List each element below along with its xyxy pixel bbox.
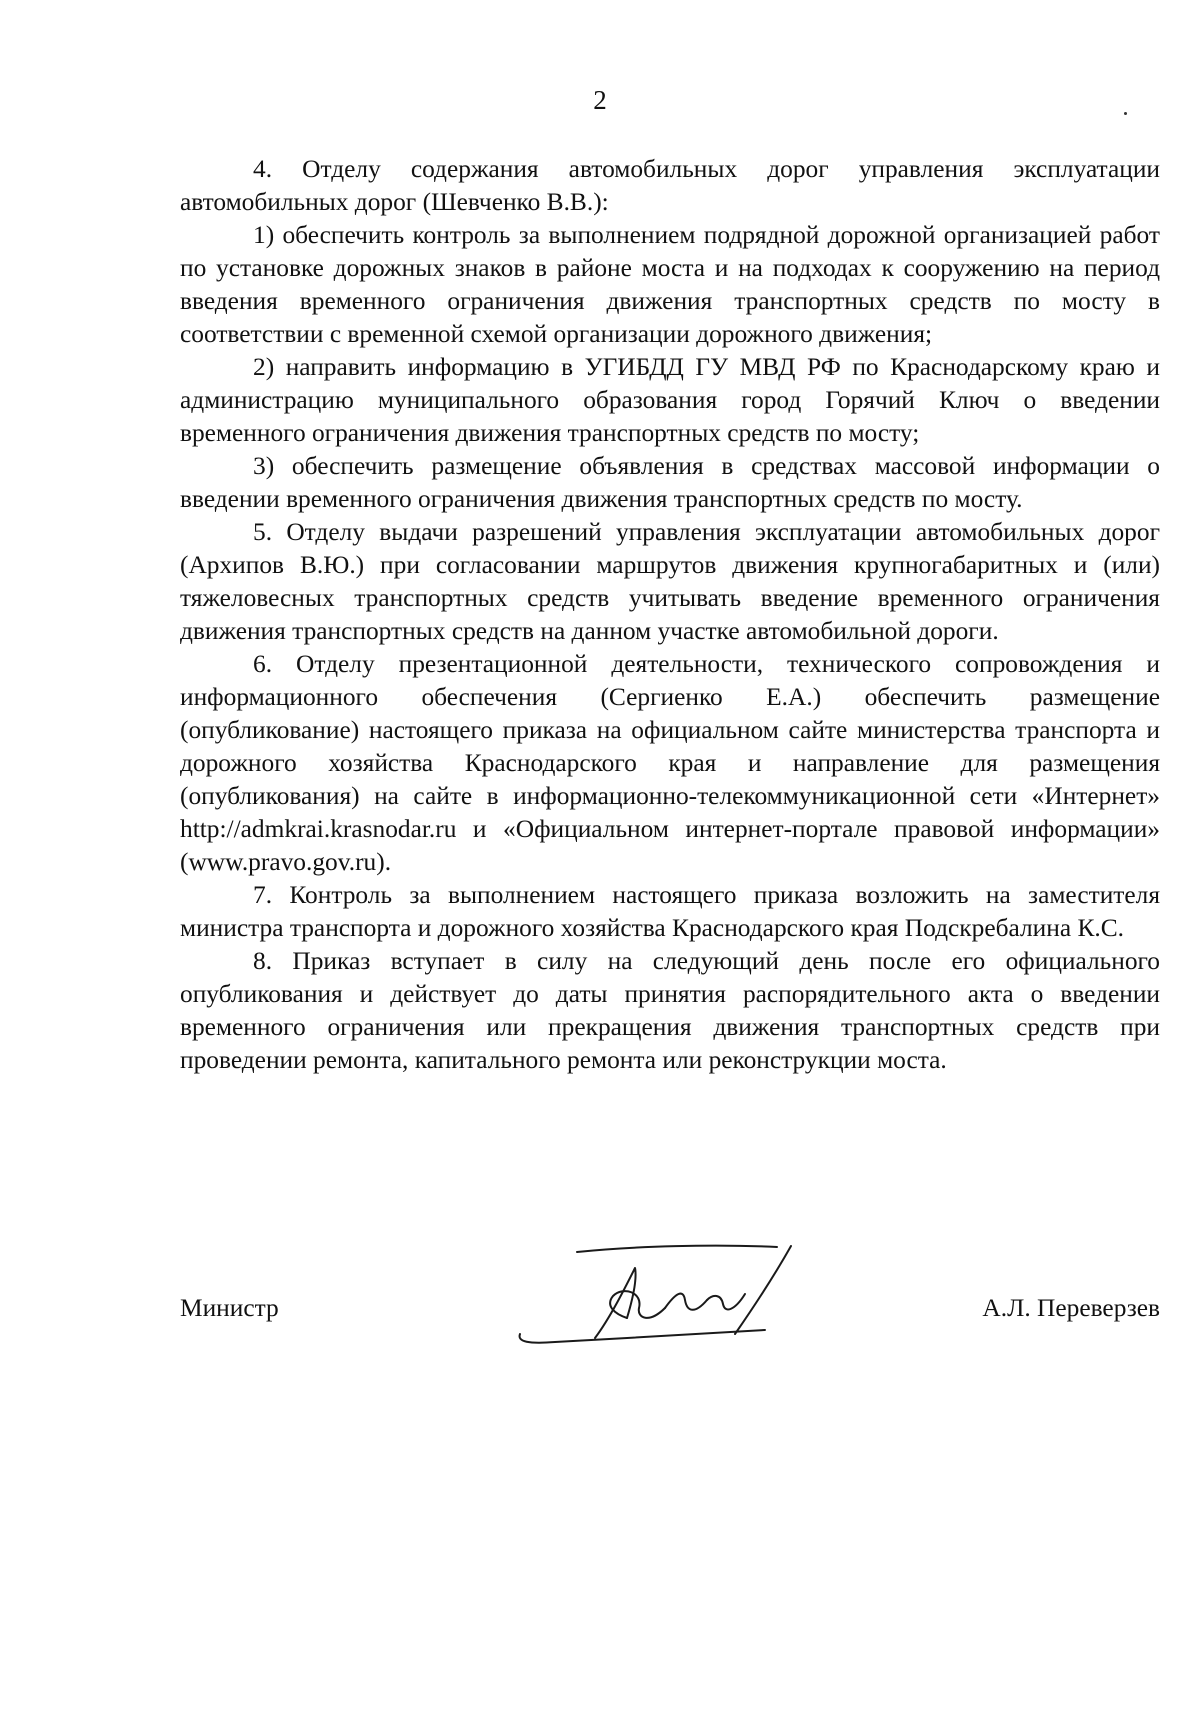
paragraph-item-4-3: 3) обеспечить размещение объявления в средствах массовой информации о введении временного ограничения движения транспортных средств по мосту. [180, 452, 1160, 513]
signatory-title: Министр [180, 1294, 279, 1322]
paragraph-item-8: 8. Приказ вступает в силу на следующий день после его официального опубликования и действует до даты принятия распорядительного акта о введении временного ограничения или прекращения движения транспортных средств при проведении ремонта, капитального ремонта или реконструкции моста. [180, 947, 1160, 1074]
page-number: 2 [593, 85, 607, 115]
paragraph-item-7: 7. Контроль за выполнением настоящего приказа возложить на заместителя министра транспорта и дорожного хозяйства Краснодарского края Подскребалина К.С. [180, 881, 1160, 942]
document-body [180, 153, 1160, 1077]
paragraph-item-4-1: 1) обеспечить контроль за выполнением подрядной дорожной организацией работ по установке дорожных знаков в районе моста и на подходах к сооружению на период введения временного ограничения движения транспортных средств по мосту в соответствии с временной схемой организации дорожного движения; [180, 221, 1160, 348]
paragraph-item-6: 6. Отделу презентационной деятельности, технического сопровождения и информационного обеспечения (Сергиенко Е.А.) обеспечить размещение (опубликование) настоящего приказа на официальном сайте министерства транспорта и дорожного хозяйства Краснодарского края и направление для размещения (опубликования) на сайте в информационно-телекоммуникационной сети «Интернет» http://admkrai.krasnodar.ru и «Официальном интернет-портале правовой информации» (www.pravo.gov.ru). [180, 650, 1160, 876]
paragraph-item-4: 4. Отделу содержания автомобильных дорог управления эксплуатации автомобильных дорог (Шевченко В.В.): [180, 155, 1160, 216]
handwritten-signature [515, 1238, 835, 1358]
scan-speck [1124, 112, 1127, 115]
signatory-name: А.Л. Переверзев [982, 1294, 1160, 1322]
paragraph-item-5: 5. Отделу выдачи разрешений управления эксплуатации автомобильных дорог (Архипов В.Ю.) при согласовании маршрутов движения крупногабаритных и (или) тяжеловесных транспортных средств учитывать введение временного ограничения движения транспортных средств на данном участке автомобильной дороги. [180, 518, 1160, 645]
paragraph-item-4-2: 2) направить информацию в УГИБДД ГУ МВД РФ по Краснодарскому краю и администрацию муниципального образования город Горячий Ключ о введении временного ограничения движения транспортных средств по мосту; [180, 353, 1160, 447]
signature-block [180, 1238, 1160, 1358]
